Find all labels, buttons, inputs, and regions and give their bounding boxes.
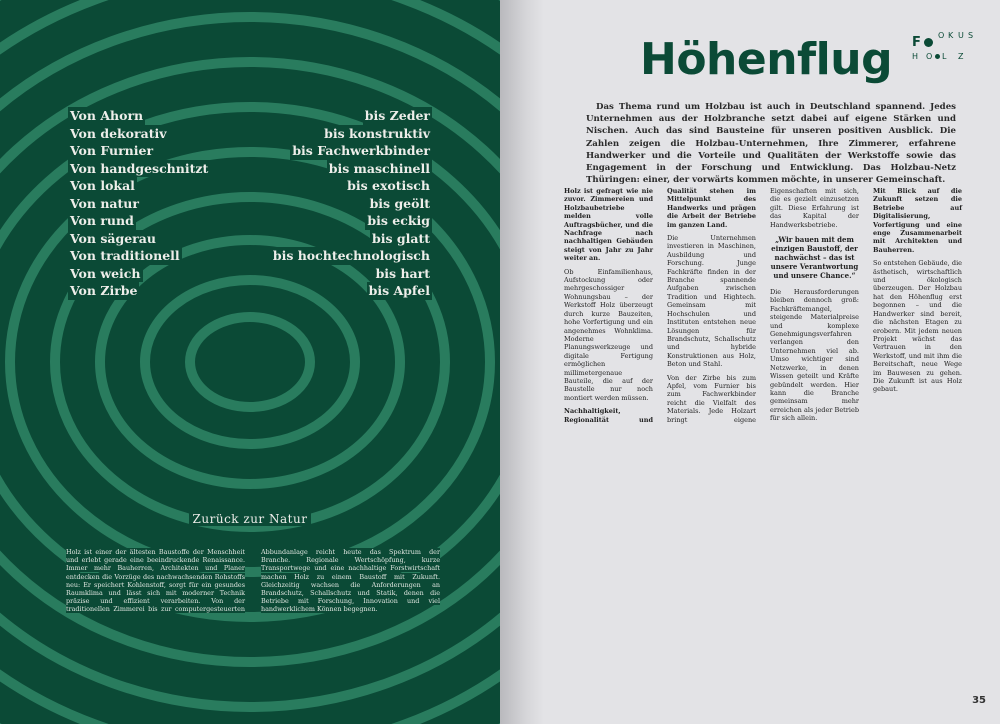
article-paragraph: Ob Einfamilienhaus, Aufstockung oder mehrgeschossiger Wohnungsbau – der Werkstoff Holz überzeugt durch kurze Bauzeiten, hohe Vorfertigung und ein angenehmes Wohnklima. Moderne Planungswerkzeuge und digitale Fertigung ermöglichen millimetergenaue Bauteile, die auf der Baustelle nur noch montiert werden müssen. xyxy=(564,267,653,402)
to-text: bis eckig xyxy=(367,213,430,228)
logo-dot-icon xyxy=(924,38,933,47)
list-item xyxy=(68,247,432,265)
from-text: Von natur xyxy=(70,195,139,211)
logo-letter: K xyxy=(948,31,956,40)
list-item xyxy=(68,195,432,213)
list-item xyxy=(68,125,432,143)
to-text: bis hochtechnologisch xyxy=(272,248,430,263)
list-item xyxy=(68,177,432,195)
logo-letter: U xyxy=(958,31,966,40)
logo-letter: O xyxy=(926,52,935,61)
logo-dot-icon xyxy=(935,54,940,59)
from-text: Von dekorativ xyxy=(70,125,167,141)
article-paragraph: Holz ist gefragt wie nie zuvor. Zimmereien und Holzbaubetriebe melden volle Auftragsbücher, und die Nachfrage nach nachhaltigen Gebäuden steigt von Jahr zu Jahr weiter an. xyxy=(564,187,653,263)
from-text: Von Ahorn xyxy=(70,108,144,123)
from-text: Von lokal xyxy=(70,178,135,193)
from-to-list xyxy=(68,107,432,300)
to-text: bis glatt xyxy=(371,230,430,246)
list-item xyxy=(68,142,432,160)
list-item xyxy=(68,230,432,248)
article-columns xyxy=(564,187,962,685)
from-text: Von sägerau xyxy=(70,230,156,246)
from-text: Von Zirbe xyxy=(70,283,138,298)
logo-letter: H xyxy=(912,52,921,61)
to-text: bis Apfel xyxy=(368,283,430,298)
logo-letter: Z xyxy=(958,52,966,61)
article-paragraph: Von der Zirbe bis zum Apfel, vom Furnier bis zum Fachwerkbinder reicht die Vielfalt des Materials. Jede Holzart bringt eigene Eigenschaften mit sich, die es gezielt einzusetzen gilt. Diese Erfahrung ist das Kapital der Handwerksbetriebe. xyxy=(667,187,859,424)
body-text xyxy=(66,548,440,672)
article-paragraph: Mit Blick auf die Zukunft setzen die Betriebe auf Digitalisierung, Vorfertigung und eine enge Zusammenarbeit mit Architekten und Bauherren. xyxy=(873,187,962,254)
article-paragraph: Die Herausforderungen bleiben dennoch groß: Fachkräftemangel, steigende Materialpreise und komplexe Genehmigungsverfahren verlangen den Unternehmen viel ab. Umso wichtiger sind Netzwerke, in denen Wissen geteilt und Kräfte gebündelt werden. Hier kann die Branche gemeinsam mehr erreichen als jeder Betrieb für sich allein. xyxy=(770,288,859,423)
to-text: bis geölt xyxy=(369,195,430,211)
list-item xyxy=(68,282,432,300)
logo-letter: O xyxy=(938,31,947,40)
right-page xyxy=(500,0,1000,724)
logo-letter: L xyxy=(942,52,949,61)
page-number: 35 xyxy=(972,695,986,706)
section-heading xyxy=(0,512,500,526)
logo-letter: S xyxy=(968,31,976,40)
section-heading-text: Zurück zur Natur xyxy=(189,512,312,526)
logo-letter: F xyxy=(912,35,923,50)
to-text: bis exotisch xyxy=(347,178,430,193)
to-text: bis Zeder xyxy=(364,108,430,123)
list-item xyxy=(68,160,432,178)
list-item xyxy=(68,265,432,283)
to-text: bis maschinell xyxy=(328,160,430,176)
from-text: Von rund xyxy=(70,213,134,228)
to-text: bis hart xyxy=(375,265,430,281)
to-text: bis konstruktiv xyxy=(324,125,430,141)
body-text-content: Holz ist einer der ältesten Baustoffe der Menschheit und erlebt gerade eine beeindruckende Renaissance. Immer mehr Bauherren, Architekten und Planer entdecken die Vorzüge des nachwachsenden Rohstoffs neu: Er speichert Kohlenstoff, sorgt für ein gesundes Raumklima und lässt sich mit moderner Technik präzise und effizient verarbeiten. Von der traditionellen Zimmerei bis zur computergesteuerten Abbundanlage reicht heute das Spektrum der Branche. Regionale Wertschöpfung, kurze Transportwege und eine nachhaltige Forstwirtschaft machen Holz zu einem Baustoff mit Zukunft. Gleichzeitig wachsen die Anforderungen an Brandschutz, Schallschutz und Statik, denen die Betriebe mit Forschung, Innovation und viel handwerklichem Können begegnen. xyxy=(66,548,440,614)
fokus-holz-logo xyxy=(908,26,992,72)
lead-paragraph: Das Thema rund um Holzbau ist auch in Deutschland spannend. Jedes Unternehmen aus der Holzbranche setzt dabei auf eigene Stärken und Nischen. Auch das sind Bausteine für unseren positiven Ausblick. Die Zahlen zeigen die Holzbau-Unternehmen, Ihre Zimmerer, erfahrene Handwerker und die Vorteile und Qualitäten der Werkstoffe sowie das Engagement in der Forschung und Entwicklung. Das Holzbau-Netz Thüringen: einer, der vorwärts kommen möchte, in unserer Gemeinschaft. xyxy=(586,102,956,186)
from-text: Von traditionell xyxy=(70,248,180,263)
from-text: Von weich xyxy=(70,265,141,281)
gutter-shadow xyxy=(500,0,544,724)
from-text: Von handgeschnitzt xyxy=(70,160,209,176)
list-item xyxy=(68,107,432,125)
article-paragraph: So entstehen Gebäude, die ästhetisch, wirtschaftlich und ökologisch überzeugen. Der Holzbau hat den Höhenflug erst begonnen – und die Handwerker sind bereit, die nächsten Etagen zu erobern. Mit jedem neuen Projekt wächst das Vertrauen in den Werkstoff, und mit ihm die Bereitschaft, neue Wege im Bauwesen zu gehen. Die Zukunft ist aus Holz gebaut. xyxy=(873,259,962,394)
page-title: Höhenflug xyxy=(640,34,893,85)
list-item xyxy=(68,212,432,230)
pull-quote: „Wir bauen mit dem einzigen Baustoff, der nachwächst – das ist unsere Verantwortung und unsere Chance.“ xyxy=(770,235,859,281)
from-text: Von Furnier xyxy=(70,143,154,158)
article-paragraph: Nachhaltigkeit, Regionalität und Qualität stehen im Mittelpunkt des Handwerks und prägen die Arbeit der Betriebe im ganzen Land. xyxy=(564,187,756,424)
to-text: bis Fachwerkbinder xyxy=(292,143,430,158)
article-paragraph: Die Unternehmen investieren in Maschinen, Ausbildung und Forschung. Junge Fachkräfte finden in der Branche spannende Aufgaben zwischen Tradition und Hightech. Gemeinsam mit Hochschulen und Instituten entstehen neue Lösungen für Brandschutz, Schallschutz und hybride Konstruktionen aus Holz, Beton und Stahl. xyxy=(667,234,756,369)
